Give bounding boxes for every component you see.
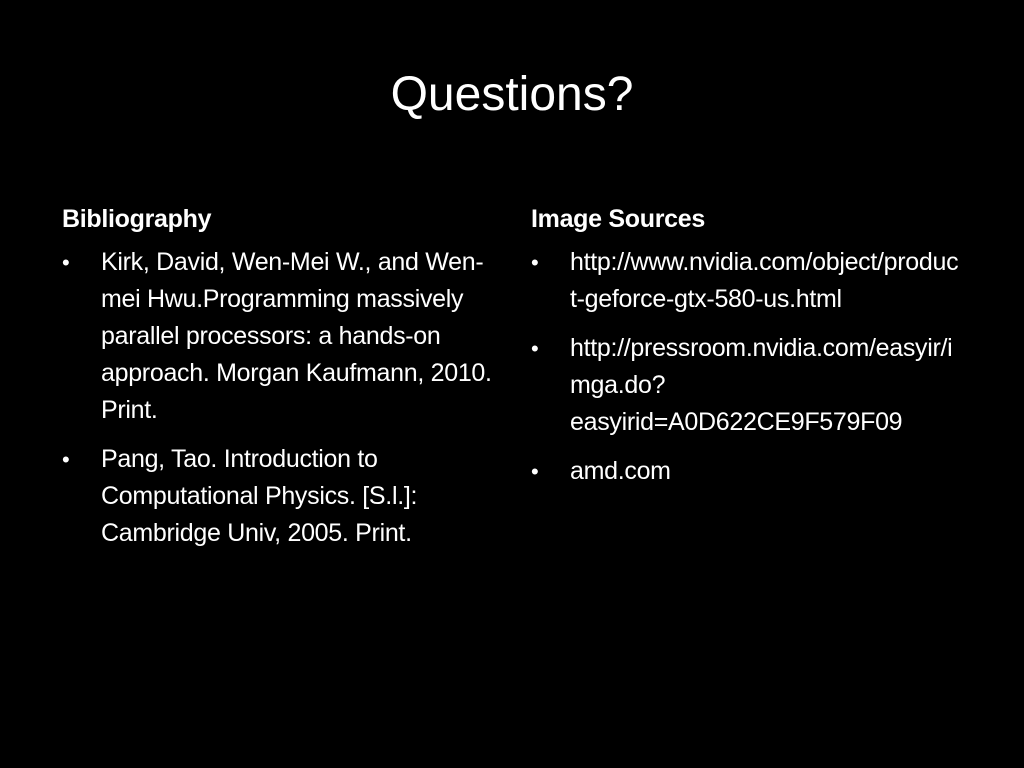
list-item xyxy=(531,453,963,490)
image-sources-heading: Image Sources xyxy=(531,205,705,233)
image-source-link[interactable]: http://pressroom.nvidia.com/easyir/imga.do?easyirid=A0D622CE9F579F09 xyxy=(570,334,953,436)
image-source-link[interactable]: http://www.nvidia.com/object/product-geforce-gtx-580-us.html xyxy=(570,248,959,313)
bullet-icon: • xyxy=(62,447,70,472)
slide-title: Questions? xyxy=(390,68,634,121)
list-item xyxy=(62,244,502,429)
image-sources-column xyxy=(531,198,963,502)
image-source-link[interactable]: amd.com xyxy=(570,457,671,485)
list-item xyxy=(531,244,963,318)
bibliography-entry: Pang, Tao. Introduction to Computational Physics. [S.l.]: Cambridge Univ, 2005. Print. xyxy=(101,445,418,547)
bibliography-column xyxy=(62,198,502,564)
list-item xyxy=(531,330,963,441)
image-sources-list xyxy=(531,244,963,490)
bibliography-entry: Kirk, David, Wen-Mei W., and Wen-mei Hwu.Programming massively parallel processors: a hands-on approach. Morgan Kaufmann, 2010. Print. xyxy=(101,248,492,424)
bullet-icon: • xyxy=(62,250,70,275)
bullet-icon: • xyxy=(531,459,539,484)
bullet-icon: • xyxy=(531,250,539,275)
bullet-icon: • xyxy=(531,336,539,361)
bibliography-heading: Bibliography xyxy=(62,205,212,233)
bibliography-list xyxy=(62,244,502,552)
list-item xyxy=(62,441,502,552)
